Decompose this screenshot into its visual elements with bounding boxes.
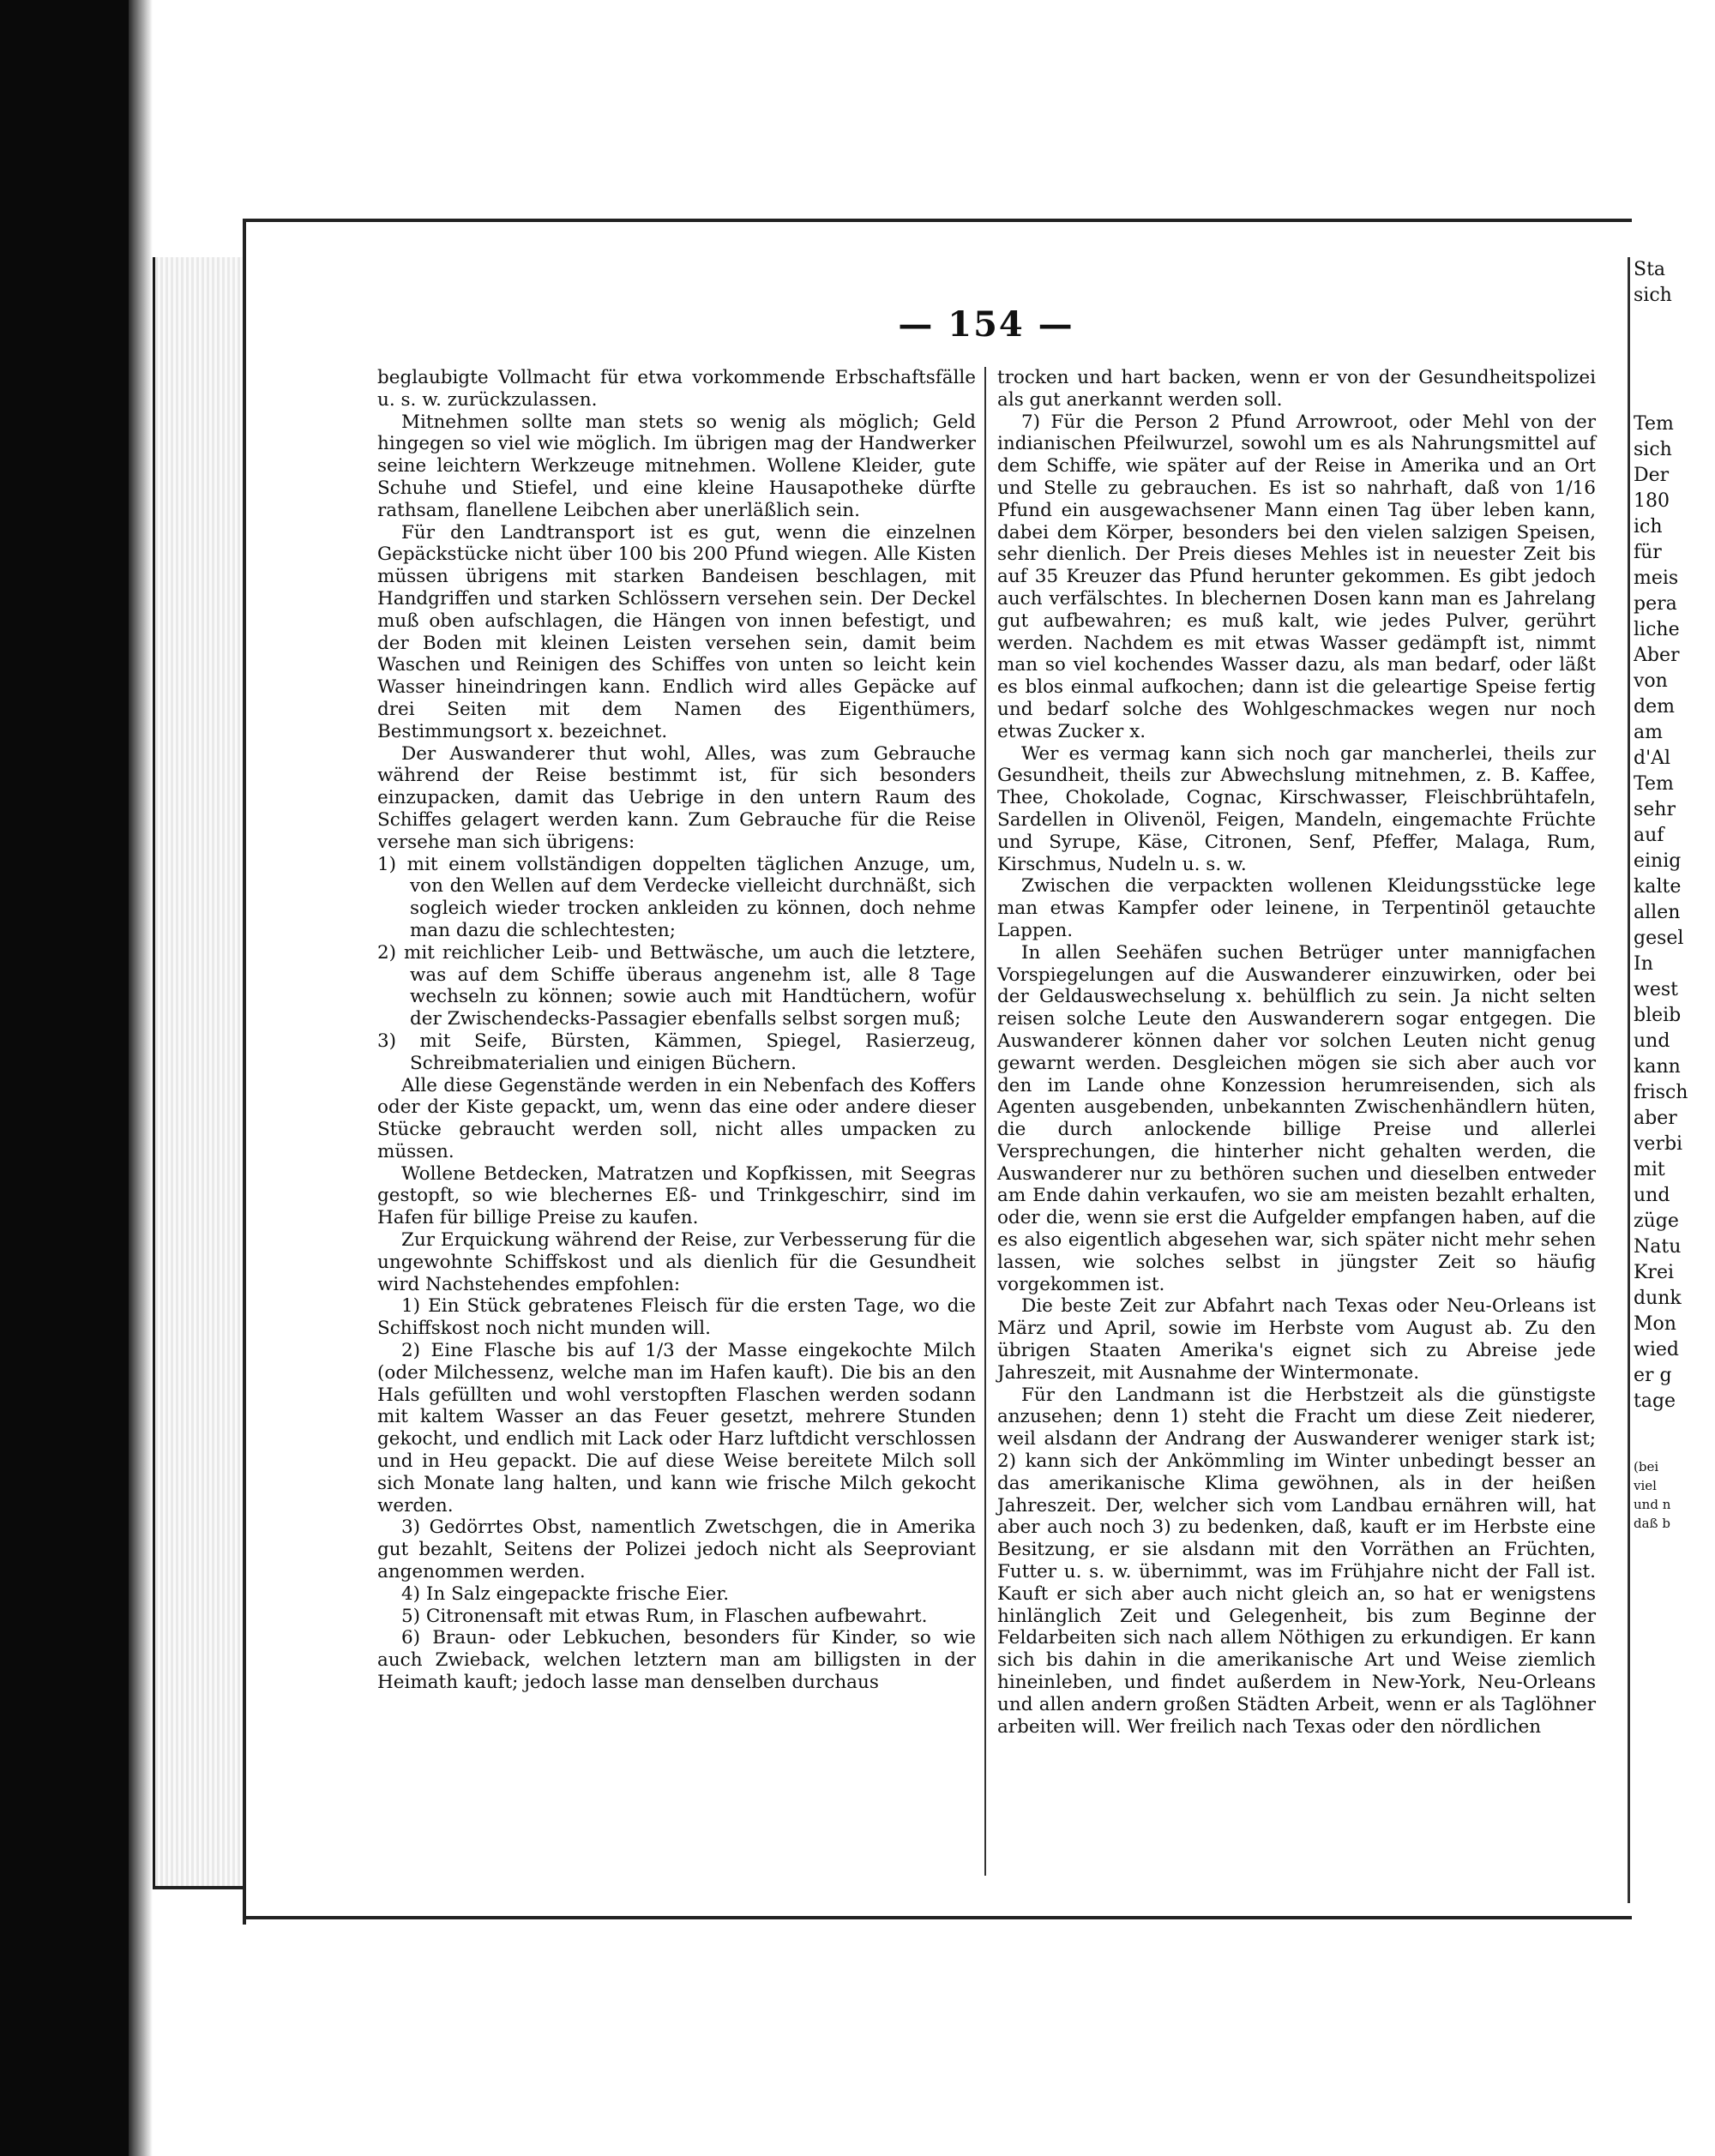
paragraph: 7) Für die Person 2 Pfund Arrowroot, oder Mehl von der indianischen Pfeilwurzel, sowohl um es als Nahrungsmittel auf dem Schiffe, wie später auf der Reise in Amerika und an Ort und Stelle zu gebrauchen. Es ist so nahrhaft, daß von 1/16 Pfund ein ausgewachsener Mann einen Tag über leben kann, dabei dem Körper, besonders bei den vielen salzigen Speisen, sehr dienlich. Der Preis dieses Mehles ist in neuester Zeit bis auf 35 Kreuzer das Pfund herunter gekommen. Es gibt jedoch auch verfälschtes. In blechernen Dosen kann man es Jahrelang gut aufbewahren; es muß kalt, wie jedes Pulver, gerührt werden. Nachdem es mit etwas Wasser gedämpft ist, nimmt man so viel kochendes Wasser dazu, als man bedarf, oder läßt es blos einmal aufkochen; dann ist die geleartige Speise fertig und bedarf solche des Wohlgeschmackes wegen nur noch etwas Zucker x. — [997, 411, 1596, 742]
page-edge-bottom — [243, 1916, 1632, 1919]
book-fore-edge — [153, 257, 245, 1889]
paragraph: Der Auswanderer thut wohl, Alles, was zum Gebrauche während der Reise bestimmt ist, für sich besonders einzupacken, damit das Uebrige in den untern Raum des Schiffes gelagert werden kann. Zum Gebrauche für die Reise versehe man sich übrigens: — [377, 742, 976, 853]
page-edge-left — [243, 219, 246, 1925]
next-page-line: Natu — [1634, 1236, 1682, 1258]
next-page-line: er g — [1634, 1365, 1672, 1386]
page-edge-top — [243, 219, 1632, 222]
paragraph: 1) Ein Stück gebratenes Fleisch für die ersten Tage, wo die Schiffskost noch nicht munden will. — [377, 1295, 976, 1340]
page-edge-right — [1628, 257, 1630, 1903]
next-page-line: sehr — [1634, 799, 1676, 820]
paragraph: 6) Braun- oder Lebkuchen, besonders für Kinder, so wie auch Zwieback, welchen letztern man am billigsten in der Heimath kauft; jedoch lasse man denselben durchaus — [377, 1627, 976, 1694]
next-page-line: kann — [1634, 1056, 1681, 1078]
next-page-line: Der — [1634, 465, 1670, 486]
paragraph: 5) Citronensaft mit etwas Rum, in Flaschen aufbewahrt. — [401, 1605, 928, 1627]
next-page-strip — [1634, 257, 1715, 1766]
next-page-line: Aber — [1634, 645, 1680, 666]
next-page-line: mit — [1634, 1159, 1665, 1180]
page-number: — 154 — — [898, 304, 1074, 345]
next-page-line: frisch — [1634, 1082, 1688, 1103]
next-page-line: liche — [1634, 619, 1680, 640]
next-page-line: und — [1634, 1185, 1670, 1206]
next-page-footnote: (bei — [1634, 1459, 1659, 1474]
next-page-line: tage — [1634, 1390, 1676, 1412]
next-page-line: von — [1634, 670, 1668, 692]
paragraph: 3) Gedörrtes Obst, namentlich Zwetschgen, die in Amerika gut bezahlt, Seitens der Polizei jedoch nicht als Seeproviant angenommen werden. — [377, 1516, 976, 1583]
next-page-line: am — [1634, 722, 1663, 743]
paragraph: Mitnehmen sollte man stets so wenig als möglich; Geld hingegen so viel wie möglich. Im übrigen mag der Handwerker seine leichtern Werkzeuge mitnehmen. Wollene Kleider, gute Schuhe und Stiefel, und eine kleine Hausapotheke dürfte rathsam, flanellene Leibchen aber unerläßlich sein. — [377, 411, 976, 521]
paragraph: beglaubigte Vollmacht für etwa vorkommende Erbschaftsfälle u. s. w. zurückzulassen. — [377, 367, 976, 411]
paragraph: Alle diese Gegenstände werden in ein Nebenfach des Koffers oder der Kiste gepackt, um, wenn das eine oder andere dieser Stücke gebraucht werden soll, nicht alles umpacken zu müssen. — [377, 1074, 976, 1162]
paragraph: Zur Erquickung während der Reise, zur Verbesserung für die ungewohnte Schiffskost und als dienlich für die Gesundheit wird Nachstehendes empfohlen: — [377, 1229, 977, 1295]
scan-border-fade — [129, 0, 153, 2156]
next-page-line: ich — [1634, 516, 1663, 537]
paragraph: In allen Seehäfen suchen Betrüger unter mannigfachen Vorspiegelungen auf die Auswanderer einzuwirken, oder bei der Geldauswechselung x. behülflich zu sein. Ja nicht selten reisen solche Leute den Auswanderern sogar entgegen. Die Auswanderer können daher vor solchen Leuten nicht genug gewarnt werden. Desgleichen mögen sie sich aber auch vor den im Lande ohne Konzession herumreisenden, sich als Agenten ausgebenden, unbekannten Zwischenhändlern hüten, die durch anlockende billige Preise und allerlei Versprechungen, die hinterher nicht gehalten werden, die Auswanderer nur zu bethören suchen und dieselben entweder am Ende dahin verkaufen, wo sie am meisten bezahlt erhalten, oder die, wenn sie erst die Aufgelder empfangen haben, auf die es also eigentlich abgesehen war, sich später nicht mehr sehen lassen, wie solches selbst in jüngster Zeit so häufig vorgekommen ist. — [997, 941, 1596, 1295]
next-page-line: aber — [1634, 1108, 1677, 1129]
next-page-line: züge — [1634, 1210, 1679, 1232]
next-page-line: kalte — [1634, 876, 1682, 898]
next-page-line: In — [1634, 953, 1653, 975]
next-page-line: pera — [1634, 593, 1677, 615]
scan-border-left — [0, 0, 129, 2156]
next-page-line — [1634, 386, 1715, 411]
next-page-line: sich — [1634, 285, 1672, 306]
next-page-line: west — [1634, 979, 1678, 1000]
next-page-line: einig — [1634, 850, 1682, 872]
paragraph: Wer es vermag kann sich noch gar mancherlei, theils zur Gesundheit, theils zur Abwechslung mitnehmen, z. B. Kaffee, Thee, Chokolade, Cognac, Kirschwasser, Fleischbrühtafeln, Sardellen in Olivenöl, Feigen, Mandeln, eingemachte Früchte und Syrupe, Käse, Citronen, Senf, Pfeffer, Malaga, Rum, Kirschmus, Nudeln u. s. w. — [997, 742, 1596, 875]
paragraph: Zwischen die verpackten wollenen Kleidungsstücke lege man etwas Kampfer oder leinene, in Terpentinöl getauchte Lappen. — [997, 875, 1596, 941]
list-item: 1) mit einem vollständigen doppelten täglichen Anzuge, um, von den Wellen auf dem Verdecke vielleicht durchnäßt, sich sogleich wieder trocken ankleiden zu können, doch nehme man dazu die schlechtesten; — [377, 853, 976, 941]
paragraph: Für den Landtransport ist es gut, wenn die einzelnen Gepäckstücke nicht über 100 bis 200 Pfund wiegen. Alle Kisten müssen übrigens mit starken Bandeisen beschlagen, mit Handgriffen und starken Schlössern versehen sein. Der Deckel muß oben aufschlagen, die Hängen von innen befestigt, und der Boden mit kleinen Leisten versehen sein, damit beim Waschen und Reinigen des Schiffes von unten so leicht kein Wasser hineindringen kann. Endlich wird alles Gepäcke auf drei Seiten mit dem Namen des Eigenthümers, Bestimmungsort x. bezeichnet. — [377, 521, 976, 742]
next-page-line: Krei — [1634, 1262, 1675, 1283]
next-page-line — [1634, 334, 1715, 360]
next-page-line: sich — [1634, 439, 1672, 460]
paragraph: trocken und hart backen, wenn er von der Gesundheitspolizei als gut anerkannt werden soll. — [997, 367, 1596, 411]
column-divider — [984, 367, 986, 1876]
next-page-line — [1634, 360, 1715, 386]
next-page-line: 180 — [1634, 490, 1670, 512]
next-page-line — [1634, 309, 1715, 334]
next-page-line: bleib — [1634, 1005, 1682, 1026]
left-text-column — [377, 367, 976, 1694]
next-page-line: Sta — [1634, 259, 1666, 280]
paragraph: Die beste Zeit zur Abfahrt nach Texas oder Neu-Orleans ist März und April, sowie im Herbste vom August ab. Zu den übrigen Staaten Amerika's eignet sich zu Abreise jede Jahreszeit, mit Ausnahme der Wintermonate. — [997, 1295, 1596, 1384]
list-item: 3) mit Seife, Bürsten, Kämmen, Spiegel, Rasierzeug, Schreibmaterialien und einigen Büchern. — [377, 1030, 976, 1074]
paragraph: 2) Eine Flasche bis auf 1/3 der Masse eingekochte Milch (oder Milchessenz, welche man im Hafen kauft). Die bis an den Hals gefüllten und wohl verstopften Flaschen werden sodann mit kaltem Wasser an das Feuer gesetzt, mehrere Stunden gekocht, und endlich mit Lack oder Harz luftdicht verschlossen und in Heu gepackt. Die auf diese Weise bereitete Milch soll sich Monate lang halten, und kann wie frische Milch gekocht werden. — [377, 1340, 976, 1516]
next-page-line: auf — [1634, 825, 1664, 846]
next-page-line: und — [1634, 1030, 1670, 1052]
paragraph: 4) In Salz eingepackte frische Eier. — [401, 1582, 730, 1605]
next-page-line: dunk — [1634, 1288, 1682, 1309]
next-page-line: Mon — [1634, 1313, 1676, 1335]
paragraph: Wollene Betdecken, Matratzen und Kopfkissen, mit Seegras gestopft, so wie blechernes Eß- und Trinkgeschirr, sind im Hafen für billige Preise zu kaufen. — [377, 1162, 976, 1229]
next-page-line: allen — [1634, 902, 1681, 923]
next-page-line: wied — [1634, 1339, 1679, 1360]
next-page-line: für — [1634, 542, 1662, 563]
next-page-line: Tem — [1634, 413, 1674, 435]
list-item: 2) mit reichlicher Leib- und Bettwäsche, um auch die letztere, was auf dem Schiffe überaus angenehm ist, alle 8 Tage wechseln zu können; sowie auch mit Handtüchern, wofür der Zwischendecks-Passagier ebenfalls selbst sorgen muß; — [377, 941, 976, 1030]
next-page-line: d'Al — [1634, 748, 1671, 769]
next-page-footnote: und n — [1634, 1497, 1671, 1512]
next-page-footnote: daß b — [1634, 1516, 1670, 1531]
next-page-line: meis — [1634, 568, 1679, 589]
next-page-line: dem — [1634, 696, 1675, 718]
next-page-footnote: viel — [1634, 1478, 1657, 1493]
next-page-line: verbi — [1634, 1133, 1683, 1155]
right-text-column — [997, 367, 1596, 1738]
next-page-line: gesel — [1634, 928, 1684, 949]
next-page-line: Tem — [1634, 773, 1674, 795]
paragraph: Für den Landmann ist die Herbstzeit als die günstigste anzusehen; denn 1) steht die Fracht um diese Zeit niederer, weil alsdann der Andrang der Auswanderer weniger stark ist; 2) kann sich der Ankömmling im Winter unbedingt besser an das amerikanische Klima gewöhnen, als in der heißen Jahreszeit. Der, welcher sich vom Landbau ernähren will, hat aber auch noch 3) zu bedenken, daß, kauft er im Herbste eine Besitzung, er sie alsdann mit den Vorräthen an Früchten, Futter u. s. w. übernimmt, was im Frühjahre nicht der Fall ist. Kauft er sich aber auch nicht gleich an, so hat er wenigstens hinlänglich Zeit und Gelegenheit, bis zum Beginne der Feldarbeiten sich nach allem Nöthigen zu erkundigen. Er kann sich bis dahin in die amerikanische Art und Weise ziemlich hineinleben, und findet außerdem in New-York, Neu-Orleans und allen andern großen Städten Arbeit, wenn er als Taglöhner arbeiten will. Wer freilich nach Texas oder den nördlichen — [997, 1384, 1596, 1738]
